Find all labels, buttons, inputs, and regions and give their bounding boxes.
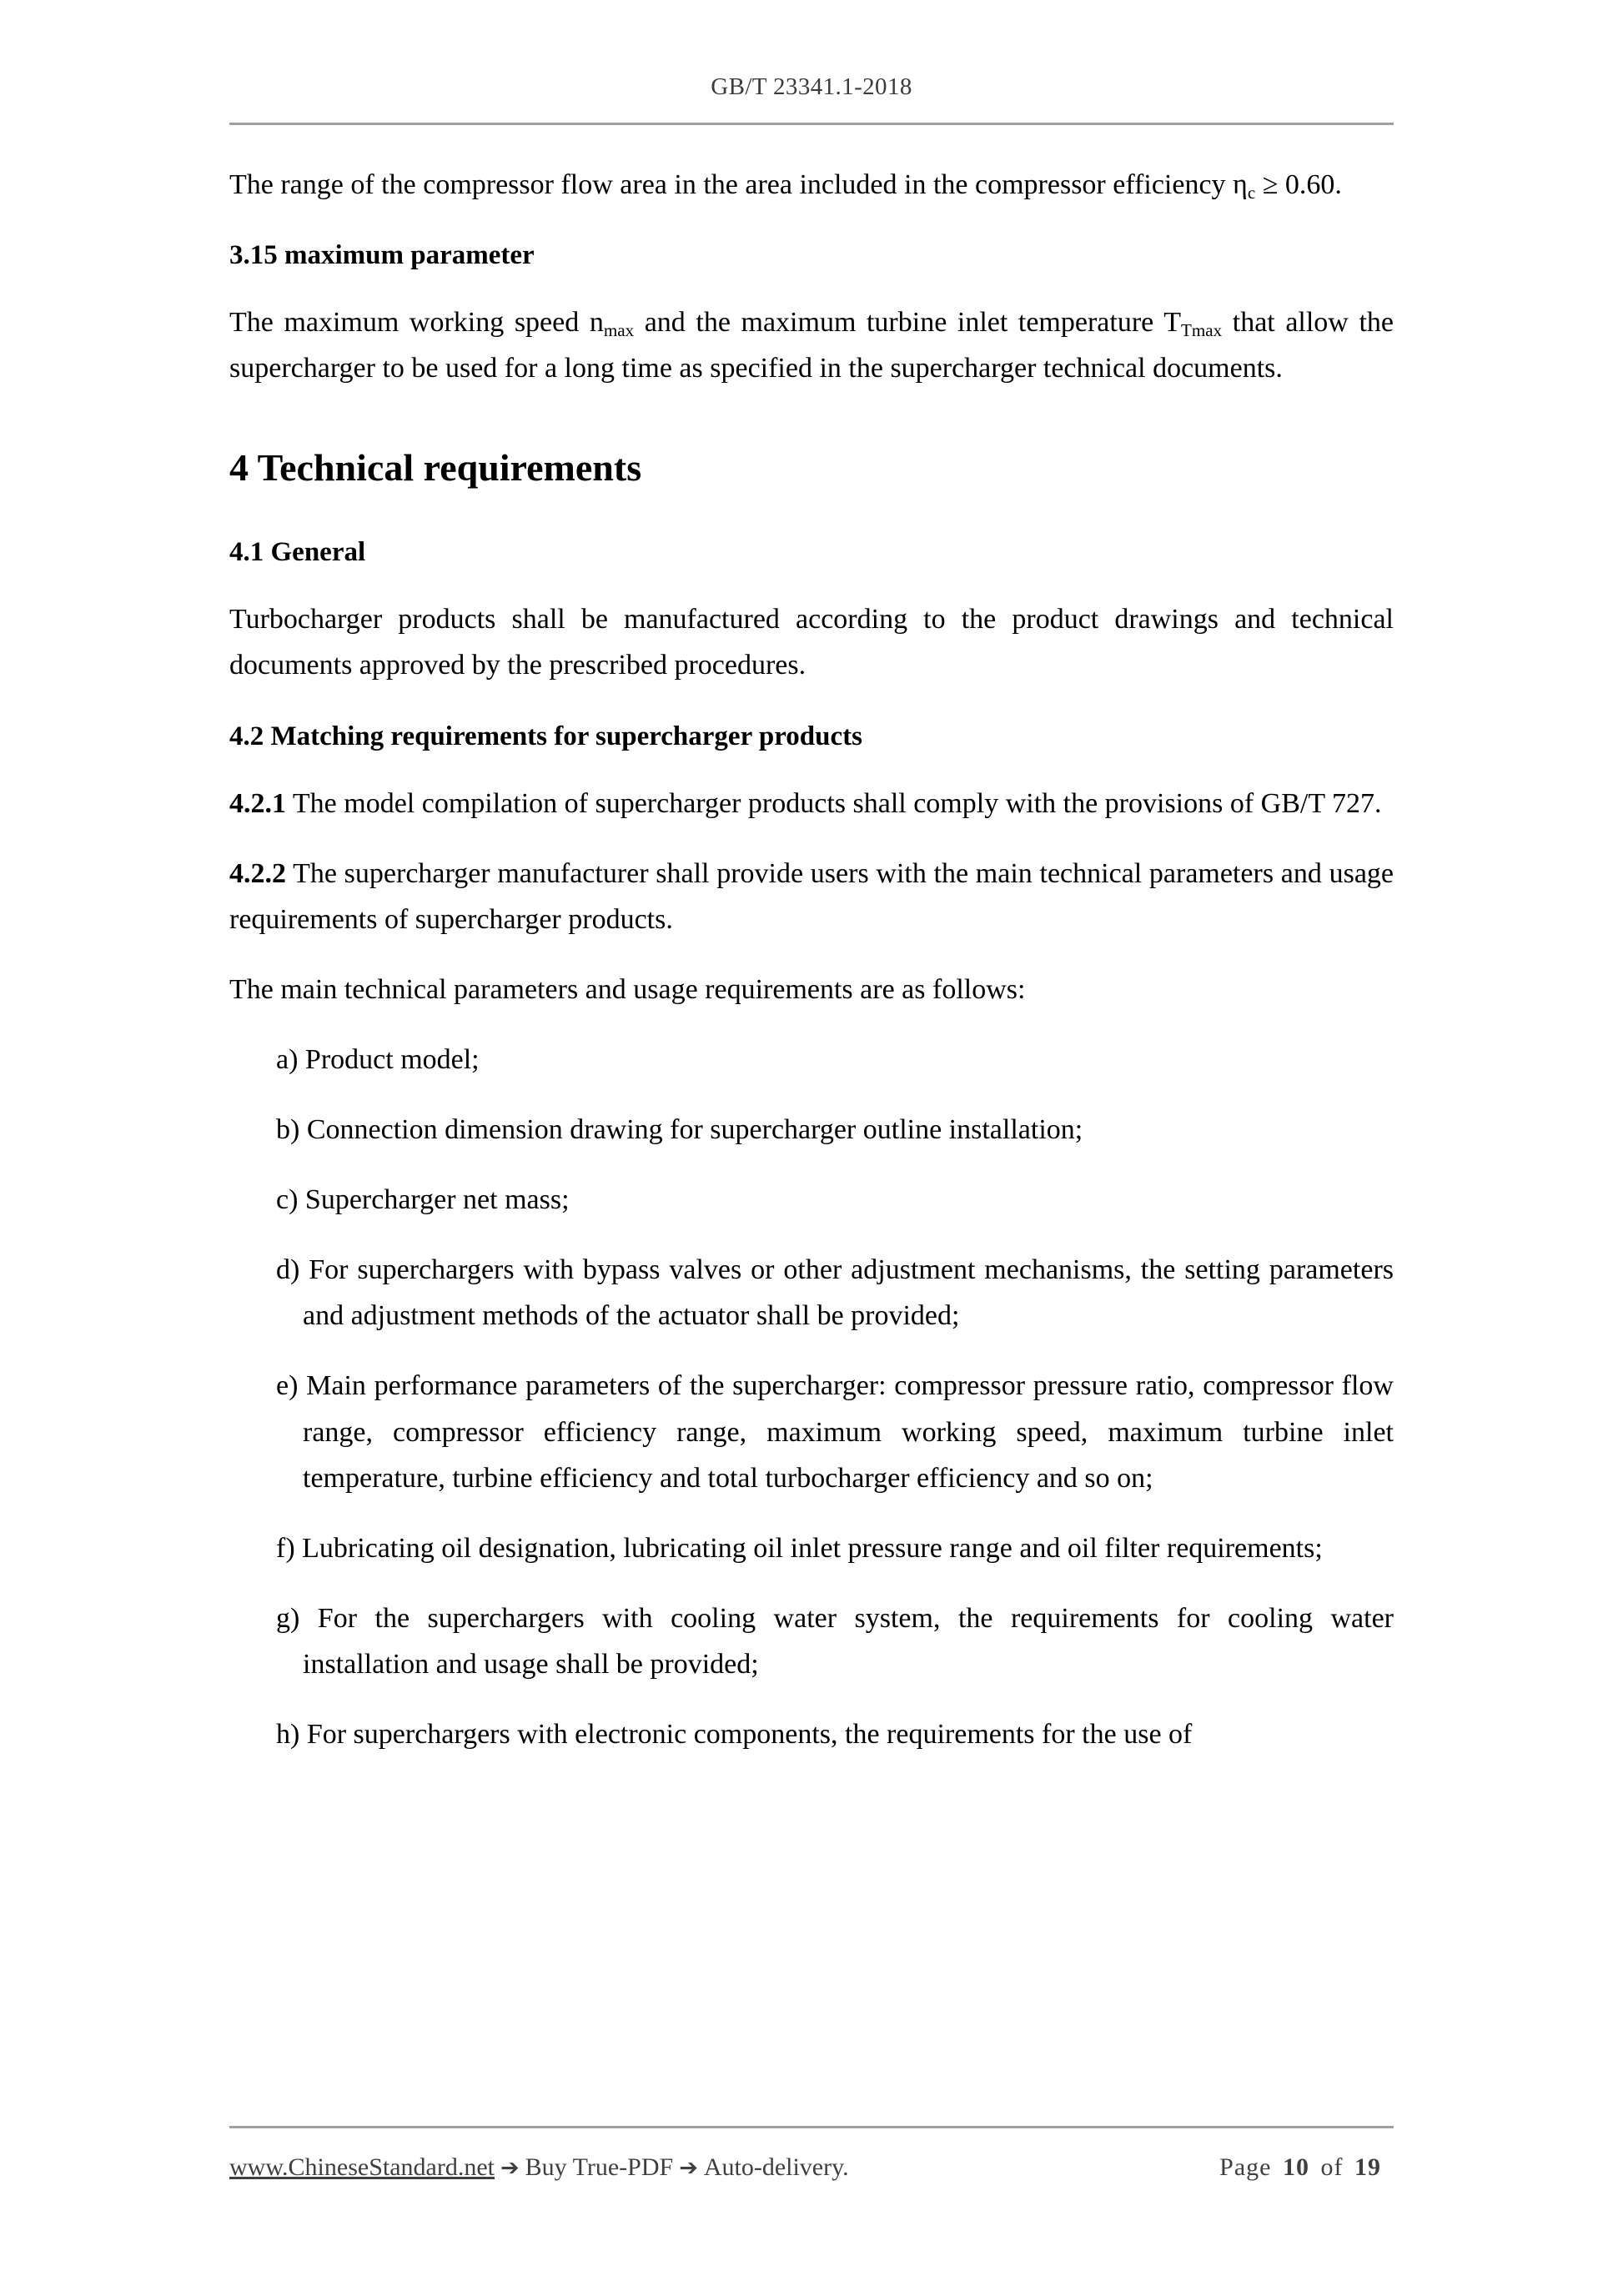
list-item-marker: b) <box>276 1114 300 1146</box>
list-item <box>253 1363 1394 1500</box>
max-speed-text: The maximum working speed n <box>229 307 604 339</box>
list-item <box>253 1525 1394 1571</box>
efficiency-value: ≥ 0.60. <box>1255 169 1342 200</box>
heading-4-1: 4.1 General <box>229 537 366 568</box>
clause-number-4-2-1: 4.2.1 <box>229 787 286 819</box>
paragraph-4-2-1 <box>229 781 1394 826</box>
clause-number-4-2-2: 4.2.2 <box>229 857 286 889</box>
paragraph-3-15-tail: that allow the supercharger to be used for a long time as specified in the supercharger technical documents. <box>229 307 1394 384</box>
promo-text-buy: Buy True-PDF <box>525 2153 674 2181</box>
max-temp-subscript: Tmax <box>1180 320 1223 341</box>
document-body <box>229 162 1394 1757</box>
list-item <box>253 1595 1394 1687</box>
heading-4-2: 4.2 Matching requirements for supercharger products <box>229 721 862 751</box>
max-temp-text: and the maximum turbine inlet temperature T <box>634 307 1181 339</box>
heading-section-4: 4 Technical requirements <box>229 446 642 490</box>
requirements-list <box>229 1037 1394 1757</box>
list-item-marker: c) <box>276 1184 299 1216</box>
arrow-right-icon: ➔ <box>500 2155 520 2181</box>
clause-text-4-2-1: The model compilation of supercharger products shall comply with the provisions of GB/T 727. <box>286 787 1382 819</box>
list-item-text: Supercharger net mass; <box>298 1184 570 1216</box>
clause-text-4-2-2: The supercharger manufacturer shall provide users with the main technical parameters and usage requirements of supercharger products. <box>229 857 1394 935</box>
max-speed-subscript: max <box>603 320 635 341</box>
paragraph-4-1: Turbocharger products shall be manufactured according to the product drawings and technical documents approved by the prescribed procedures. <box>229 604 1394 681</box>
list-item-marker: d) <box>276 1254 300 1286</box>
list-item-marker: g) <box>276 1602 300 1634</box>
list-item-marker: a) <box>276 1044 299 1076</box>
efficiency-subscript: c <box>1247 182 1256 203</box>
promo-text-delivery: Auto-delivery. <box>703 2153 849 2181</box>
list-item <box>253 1037 1394 1083</box>
footer-promo <box>229 2153 849 2182</box>
list-item <box>253 1177 1394 1223</box>
current-page-number: 10 <box>1283 2153 1309 2181</box>
list-item-marker: e) <box>276 1370 299 1402</box>
arrow-right-icon: ➔ <box>679 2155 698 2181</box>
list-item-text: Connection dimension drawing for supercharger outline installation; <box>299 1114 1083 1146</box>
list-item-text: Lubricating oil designation, lubricating oil inlet pressure range and oil filter requirements; <box>294 1532 1323 1564</box>
heading-3-15: 3.15 maximum parameter <box>229 240 535 271</box>
of-label: of <box>1320 2153 1344 2181</box>
paragraph-4-2-2 <box>229 851 1394 942</box>
total-page-number: 19 <box>1354 2153 1381 2181</box>
list-item <box>253 1247 1394 1339</box>
site-url-link[interactable]: www.ChineseStandard.net <box>229 2153 495 2181</box>
page-footer <box>229 2126 1394 2182</box>
standard-number: GB/T 23341.1-2018 <box>711 73 912 100</box>
intro-paragraph <box>229 162 1394 208</box>
list-intro-paragraph: The main technical parameters and usage requirements are as follows: <box>229 973 1026 1005</box>
list-item-text: Product model; <box>298 1044 480 1076</box>
list-item <box>253 1711 1394 1757</box>
document-header <box>229 0 1394 101</box>
list-item-marker: h) <box>276 1718 300 1750</box>
list-item-text: Main performance parameters of the supercharger: compressor pressure ratio, compressor flow range, compressor efficiency range, maximum working speed, maximum turbine inlet temperature, turbine efficiency and total turbocharger efficiency and so on; <box>298 1370 1394 1494</box>
page-indicator <box>1219 2153 1394 2182</box>
page-header-area <box>229 0 1394 1781</box>
list-item-text: For the superchargers with cooling water system, the requirements for cooling water installation and usage shall be provided; <box>299 1602 1394 1680</box>
list-item <box>253 1107 1394 1153</box>
list-item-text: For superchargers with bypass valves or other adjustment mechanisms, the setting parameters and adjustment methods of the actuator shall be provided; <box>299 1254 1394 1332</box>
intro-paragraph-text: The range of the compressor flow area in the area included in the compressor efficiency <box>229 169 1226 200</box>
list-item-text: For superchargers with electronic components, the requirements for the use of <box>299 1718 1193 1750</box>
page-label: Page <box>1219 2153 1272 2181</box>
footer-row <box>229 2153 1394 2182</box>
list-item-marker: f) <box>276 1532 295 1564</box>
header-divider <box>229 123 1394 125</box>
efficiency-symbol: η <box>1233 169 1248 200</box>
paragraph-3-15 <box>229 299 1394 391</box>
footer-divider <box>229 2126 1394 2128</box>
